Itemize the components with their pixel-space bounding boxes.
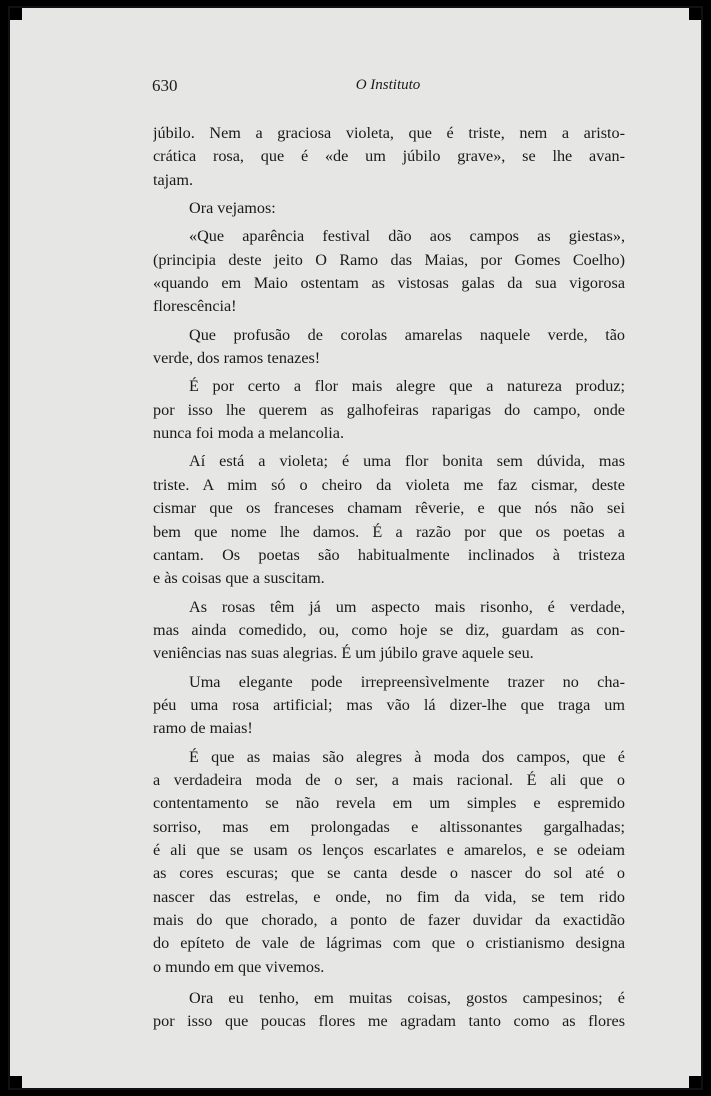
text-line: cismar que os franceses chamam rêverie, e que nós não sei (153, 499, 625, 518)
body-text (153, 122, 625, 1034)
text-line: júbilo. Nem a graciosa violeta, que é triste, nem a aristo- (153, 124, 625, 142)
text-line: mais do que chorado, a ponto de fazer duvidar da exactidão (153, 911, 625, 929)
text-line: Uma elegante pode irrepreensìvelmente trazer no cha- (189, 672, 625, 691)
text-line: mas ainda comedido, ou, como hoje se diz, guardam as con- (153, 620, 625, 639)
scan-corner-mark (689, 6, 703, 20)
text-line: e às coisas que a suscitam. (153, 569, 325, 588)
text-line: Que profusão de corolas amarelas naquele verde, tão (189, 325, 625, 344)
text-line: (principia deste jeito O Ramo das Maias, por Gomes Coelho) (153, 250, 625, 269)
text-line: sorriso, mas em prolongadas e altissonantes gargalhadas; (153, 817, 625, 836)
text-line: péu uma rosa artificial; mas vão lá dizer-lhe que traga um (153, 695, 625, 714)
scan-corner-mark (689, 1076, 703, 1090)
text-line: bem que nome lhe damos. É a razão por que os poetas a (153, 522, 625, 541)
text-line: triste. A mim só o cheiro da violeta me faz cismar, deste (153, 475, 625, 494)
running-title: O Instituto (355, 77, 421, 93)
text-line: contentamento se não revela em um simples e espremido (153, 794, 625, 813)
text-line: nascer das estrelas, e onde, no fim da vida, se tem rido (153, 887, 625, 906)
text-line: a verdadeira moda de o ser, a mais racional. É ali que o (153, 770, 625, 789)
text-line: florescência! (153, 297, 237, 316)
text-line: por isso que poucas flores me agradam tanto como as flores (153, 1012, 625, 1031)
text-line: tajam. (153, 170, 194, 189)
text-line: é ali que se usam os lenços escarlates e amarelos, e se odeiam (153, 840, 625, 859)
text-line: Aí está a violeta; é uma flor bonita sem dúvida, mas (189, 452, 625, 471)
scan-corner-mark (8, 6, 22, 20)
text-line: ramo de maias! (153, 719, 253, 738)
text-line: Ora eu tenho, em muitas coisas, gostos campesinos; é (189, 989, 625, 1008)
text-line: por isso lhe querem as galhofeiras raparigas do campo, onde (153, 400, 625, 419)
page-header (152, 76, 624, 96)
text-line: nunca foi moda a melancolia. (153, 424, 345, 443)
text-line: verde, dos ramos tenazes! (153, 349, 321, 368)
text-line: «Que aparência festival dão aos campos as giestas», (189, 227, 625, 246)
text-line: «quando em Maio ostentam as vistosas galas da sua vigorosa (153, 274, 625, 293)
text-line: cantam. Os poetas são habitualmente inclinados à tristeza (153, 545, 625, 564)
text-line: É que as maias são alegres à moda dos campos, que é (189, 747, 625, 766)
text-line: as cores escuras; que se canta desde o nascer do sol até o (153, 864, 625, 883)
text-line: Ora vejamos: (189, 199, 276, 218)
page-number: 630 (152, 76, 178, 95)
text-line: o mundo em que vivemos. (153, 957, 325, 976)
text-line: veniências nas suas alegrias. É um júbilo grave aquele seu. (153, 644, 534, 663)
scan-corner-mark (8, 1076, 22, 1090)
text-line: As rosas têm já um aspecto mais risonho, é verdade, (189, 597, 625, 616)
text-line: do epíteto de vale de lágrimas com que o cristianismo designa (153, 934, 625, 953)
text-line: crática rosa, que é «de um júbilo grave», se lhe avan- (153, 147, 625, 166)
text-line: É por certo a flor mais alegre que a natureza produz; (189, 377, 625, 396)
